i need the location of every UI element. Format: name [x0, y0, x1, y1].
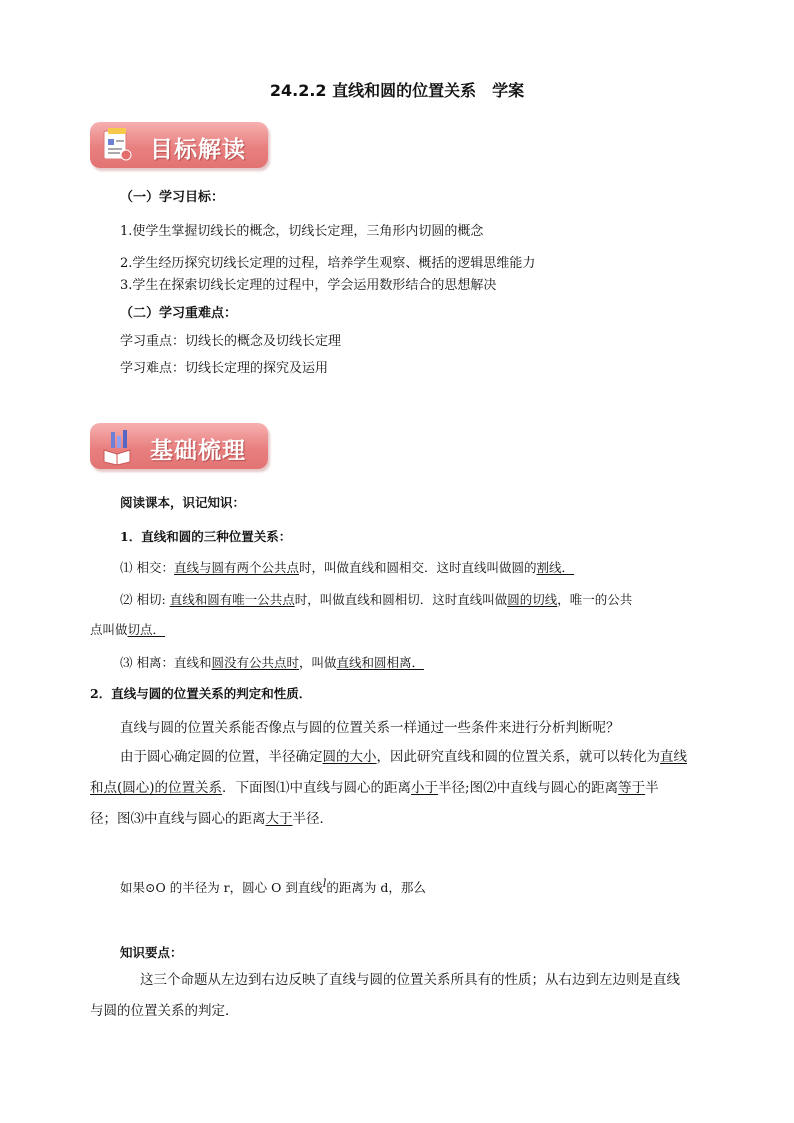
- text: 时，叫做直线和圆相切．这时直线叫做: [294, 592, 508, 607]
- banner-label: 目标解读: [150, 137, 246, 163]
- answer-underlined: 割线．: [536, 560, 575, 575]
- section-banner-goals: [90, 122, 270, 170]
- goal-item: 1.使学生掌握切线长的概念，切线长定理，三角形内切圆的概念: [120, 224, 484, 239]
- paragraph-line: [120, 745, 687, 765]
- knowledge-point-text: 与圆的位置关系的判定．: [90, 1003, 239, 1019]
- text: 半径;图⑵中直线与圆心的距离: [438, 780, 619, 796]
- answer-underlined: 和点(圆心)的位置关系: [90, 780, 223, 796]
- case-number: ⑴: [120, 560, 133, 575]
- text: 由于圆心确定圆的位置，半径确定: [120, 749, 323, 765]
- paragraph-line: [90, 776, 659, 796]
- book-chart-icon: [98, 426, 136, 466]
- text: 径；图⑶中直线与圆心的距离: [90, 811, 266, 827]
- answer-underlined: 直线: [660, 749, 687, 765]
- text: 相切:: [136, 592, 170, 607]
- key-label: 学习重点：: [120, 334, 186, 349]
- text: 相离：直线和: [136, 655, 212, 670]
- answer-underlined: 直线和圆有唯一公共点: [169, 592, 295, 607]
- text: 如果⊙O 的半径为 r，圆心 O 到直线: [120, 880, 323, 896]
- case-number: ⑶: [120, 655, 133, 670]
- text: 点叫做: [90, 622, 128, 637]
- reading-intro: 阅读课本，识记知识：: [120, 495, 246, 510]
- section2-title: 2．直线与圆的位置关系的判定和性质．: [90, 686, 312, 701]
- document-icon: [98, 125, 136, 165]
- line-symbol: l: [322, 877, 327, 890]
- answer-underlined: 切点．: [127, 622, 166, 637]
- goals-heading: （一）学习目标：: [120, 190, 225, 205]
- banner-label: 基础梳理: [150, 438, 246, 464]
- difficulty-text: 切线长定理的探究及运用: [185, 361, 329, 376]
- answer-underlined: 直线与圆有两个公共点: [174, 560, 300, 575]
- knowledge-point-text: 这三个命题从左边到右边反映了直线与圆的位置关系所具有的性质；从右边到左边则是直线: [140, 972, 680, 988]
- text: 相交：: [136, 560, 175, 575]
- key-point-line: [120, 330, 341, 349]
- knowledge-points-title: 知识要点：: [120, 945, 183, 960]
- answer-underlined: 圆的大小: [322, 749, 377, 765]
- case-intersect: [120, 558, 574, 576]
- text: 半: [645, 780, 659, 796]
- text: ．下面图⑴中直线与圆心的距离: [222, 780, 412, 796]
- text: ，唯一的公共: [557, 592, 633, 607]
- key-text: 切线长的概念及切线长定理: [185, 334, 342, 349]
- section-banner-basics: [90, 423, 270, 471]
- answer-underlined: 圆的切线: [507, 592, 558, 607]
- text: 时，叫做直线和圆相交．这时直线叫做圆的: [299, 560, 537, 575]
- paragraph-line: [90, 807, 333, 827]
- case-tangent-cont: [90, 620, 165, 638]
- case-tangent: [120, 590, 632, 608]
- page-title: 24.2.2 直线和圆的位置关系 学案: [269, 81, 525, 100]
- case-number: ⑵: [120, 592, 133, 607]
- text: 半径．: [292, 811, 333, 827]
- condition-line: [120, 877, 426, 896]
- answer-underlined: 等于: [618, 780, 646, 796]
- answer-underlined: 大于: [265, 811, 293, 827]
- difficulty-heading: （二）学习重难点：: [120, 306, 238, 321]
- case-separate: [120, 653, 424, 671]
- answer-underlined: 直线和圆相离．: [336, 655, 425, 670]
- text: ，叫做: [299, 655, 337, 670]
- goal-item: 2.学生经历探究切线长定理的过程，培养学生观察、概括的逻辑思维能力: [120, 256, 536, 271]
- goal-item: 3.学生在探索切线长定理的过程中，学会运用数形结合的思想解决: [120, 278, 497, 293]
- answer-underlined: 小于: [411, 780, 439, 796]
- answer-underlined: 圆没有公共点时: [211, 655, 300, 670]
- difficulty-line: [120, 357, 328, 376]
- difficulty-label: 学习难点：: [120, 361, 186, 376]
- section1-title: 1．直线和圆的三种位置关系：: [120, 529, 292, 544]
- text: 的距离为 d，那么: [326, 880, 426, 896]
- paragraph: 直线与圆的位置关系能否像点与圆的位置关系一样通过一些条件来进行分析判断呢？: [120, 720, 620, 736]
- text: ，因此研究直线和圆的位置关系，就可以转化为: [376, 749, 660, 765]
